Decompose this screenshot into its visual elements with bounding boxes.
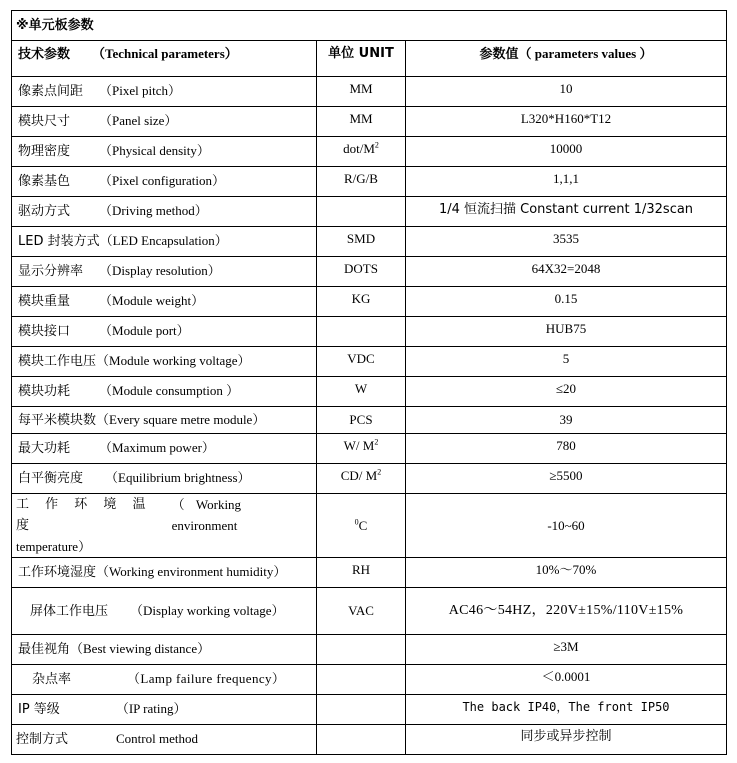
spec-table	[11, 10, 727, 755]
param-en: （ Working environment	[171, 497, 242, 533]
param-label	[12, 635, 317, 665]
param-label	[12, 407, 317, 434]
param-en: （Module working voltage）	[96, 353, 251, 368]
param-value: ≥5500	[406, 464, 727, 494]
param-value: 10000	[406, 137, 727, 167]
param-unit	[317, 635, 406, 665]
param-zh: 白平衡亮度	[18, 471, 84, 486]
param-unit: VAC	[317, 588, 406, 635]
param-unit: DOTS	[317, 257, 406, 287]
param-en: （Pixel pitch）	[99, 83, 181, 98]
param-value: 0.15	[406, 287, 727, 317]
header-unit: 单位 UNIT	[317, 41, 406, 77]
table-row	[12, 434, 727, 464]
unit-text: CD/ M	[340, 468, 378, 483]
param-en: （Best viewing distance）	[70, 641, 211, 656]
table-row	[12, 725, 727, 755]
param-en: （Panel size）	[99, 113, 178, 128]
param-value: ＜0.0001	[406, 665, 727, 695]
param-unit	[317, 434, 406, 464]
param-label-line1	[16, 494, 310, 536]
table-row	[12, 665, 727, 695]
param-en: （Physical density）	[99, 143, 210, 158]
param-zh: 物理密度	[18, 144, 71, 159]
table-row	[12, 77, 727, 107]
param-label	[12, 695, 317, 725]
param-unit: PCS	[317, 407, 406, 434]
table-row	[12, 635, 727, 665]
param-label	[12, 107, 317, 137]
param-unit: MM	[317, 107, 406, 137]
param-label	[12, 725, 317, 755]
param-en: （Module port）	[99, 323, 190, 338]
param-zh: 杂点率	[32, 672, 72, 687]
param-value: 5	[406, 347, 727, 377]
param-en: （Module weight）	[99, 293, 205, 308]
param-label	[12, 77, 317, 107]
param-value: ≤20	[406, 377, 727, 407]
param-zh: 每平米模块数	[18, 412, 97, 428]
param-label	[12, 377, 317, 407]
param-value: 同步或异步控制	[406, 725, 727, 755]
param-zh: IP 等级	[18, 702, 60, 717]
param-value: 10%～70%	[406, 558, 727, 588]
param-unit: MM	[317, 77, 406, 107]
param-label	[12, 197, 317, 227]
param-zh: 模块功耗	[18, 384, 71, 399]
param-zh: 最佳视角	[18, 642, 71, 657]
param-unit	[317, 197, 406, 227]
param-en: （Lamp failure frequency）	[127, 671, 286, 686]
unit-superscript: 0	[354, 517, 359, 527]
param-zh: 模块工作电压	[18, 354, 97, 369]
header-col1-en: （Technical parameters）	[92, 46, 238, 61]
param-zh: 模块重量	[18, 294, 71, 309]
param-label	[12, 347, 317, 377]
param-zh: 显示分辨率	[18, 264, 84, 279]
param-en: （Module consumption ）	[99, 383, 240, 398]
param-en: （Display working voltage）	[130, 602, 285, 618]
table-row	[12, 494, 727, 558]
value-text: 1/4 恒流扫描 Constant current 1/32scan	[438, 202, 694, 217]
param-zh: 像素点间距	[18, 84, 84, 99]
table-row	[12, 695, 727, 725]
param-unit: KG	[317, 287, 406, 317]
param-value: ≥3M	[406, 635, 727, 665]
table-row	[12, 287, 727, 317]
param-label	[12, 464, 317, 494]
param-en: （LED Encapsulation）	[99, 233, 228, 248]
param-unit	[317, 725, 406, 755]
param-value	[406, 197, 727, 227]
param-zh: 模块尺寸	[18, 114, 71, 129]
spec-sheet	[11, 10, 727, 755]
param-zh: 屏体工作电压	[30, 603, 109, 619]
table-row	[12, 464, 727, 494]
param-zh: 驱动方式	[18, 204, 71, 219]
param-zh: 工 作 环 境 温 度	[16, 497, 152, 533]
unit-superscript: 2	[374, 437, 379, 447]
param-label	[12, 494, 317, 558]
param-unit: R/G/B	[317, 167, 406, 197]
param-en: （Driving method）	[99, 203, 208, 218]
table-row	[12, 407, 727, 434]
table-row	[12, 377, 727, 407]
param-value: L320*H160*T12	[406, 107, 727, 137]
param-unit: W	[317, 377, 406, 407]
param-en-continued: temperature）	[16, 539, 92, 554]
param-label	[12, 137, 317, 167]
table-row	[12, 347, 727, 377]
param-unit	[317, 464, 406, 494]
table-row	[12, 107, 727, 137]
param-zh: 工作环境湿度	[18, 565, 97, 580]
table-row	[12, 257, 727, 287]
param-unit: SMD	[317, 227, 406, 257]
param-unit	[317, 317, 406, 347]
param-en: （Every square metre module）	[96, 411, 266, 427]
param-en: （Working environment humidity）	[96, 564, 287, 579]
param-zh: 控制方式	[16, 732, 69, 747]
param-value: AC46～54HZ，220V±15%/110V±15%	[406, 588, 727, 635]
unit-superscript: 2	[374, 140, 379, 150]
param-label	[12, 588, 317, 635]
param-unit	[317, 695, 406, 725]
header-row	[12, 41, 727, 77]
param-label	[12, 257, 317, 287]
param-unit	[317, 494, 406, 558]
param-en: （Equilibrium brightness）	[105, 470, 251, 485]
unit-text: W/ M	[343, 438, 375, 453]
param-value: HUB75	[406, 317, 727, 347]
table-title: ※单元板参数	[12, 11, 727, 41]
param-unit	[317, 665, 406, 695]
param-label	[12, 558, 317, 588]
param-en: （IP rating）	[115, 701, 187, 716]
param-label	[12, 317, 317, 347]
param-en: （Pixel configuration）	[99, 173, 226, 188]
table-row	[12, 137, 727, 167]
param-label	[12, 287, 317, 317]
header-values: 参数值（ parameters values ）	[406, 41, 727, 77]
param-label	[12, 167, 317, 197]
param-value: 39	[406, 407, 727, 434]
param-value: 780	[406, 434, 727, 464]
param-unit	[317, 137, 406, 167]
table-row	[12, 167, 727, 197]
unit-text: C	[358, 517, 368, 533]
table-row	[12, 227, 727, 257]
param-unit: RH	[317, 558, 406, 588]
table-row	[12, 317, 727, 347]
table-row	[12, 588, 727, 635]
param-zh: 像素基色	[18, 174, 71, 189]
param-value: The back IP40，The front IP50	[406, 695, 727, 725]
unit-text: dot/M	[343, 141, 375, 156]
param-label	[12, 227, 317, 257]
unit-superscript: 2	[377, 467, 382, 477]
param-value: 1,1,1	[406, 167, 727, 197]
header-col1-zh: 技术参数	[18, 47, 71, 62]
header-technical-parameters	[12, 41, 317, 77]
param-value: 64X32=2048	[406, 257, 727, 287]
param-zh: 最大功耗	[18, 441, 71, 456]
param-value: 10	[406, 77, 727, 107]
param-label	[12, 434, 317, 464]
param-label	[12, 665, 317, 695]
table-row	[12, 558, 727, 588]
param-en: （Display resolution）	[99, 263, 221, 278]
param-zh: LED 封装方式	[18, 234, 100, 249]
param-zh: 模块接口	[18, 324, 71, 339]
param-en: Control method	[116, 731, 198, 746]
param-value: -10~60	[406, 494, 727, 558]
param-unit: VDC	[317, 347, 406, 377]
param-en: （Maximum power）	[99, 440, 215, 455]
table-row	[12, 197, 727, 227]
param-value: 3535	[406, 227, 727, 257]
